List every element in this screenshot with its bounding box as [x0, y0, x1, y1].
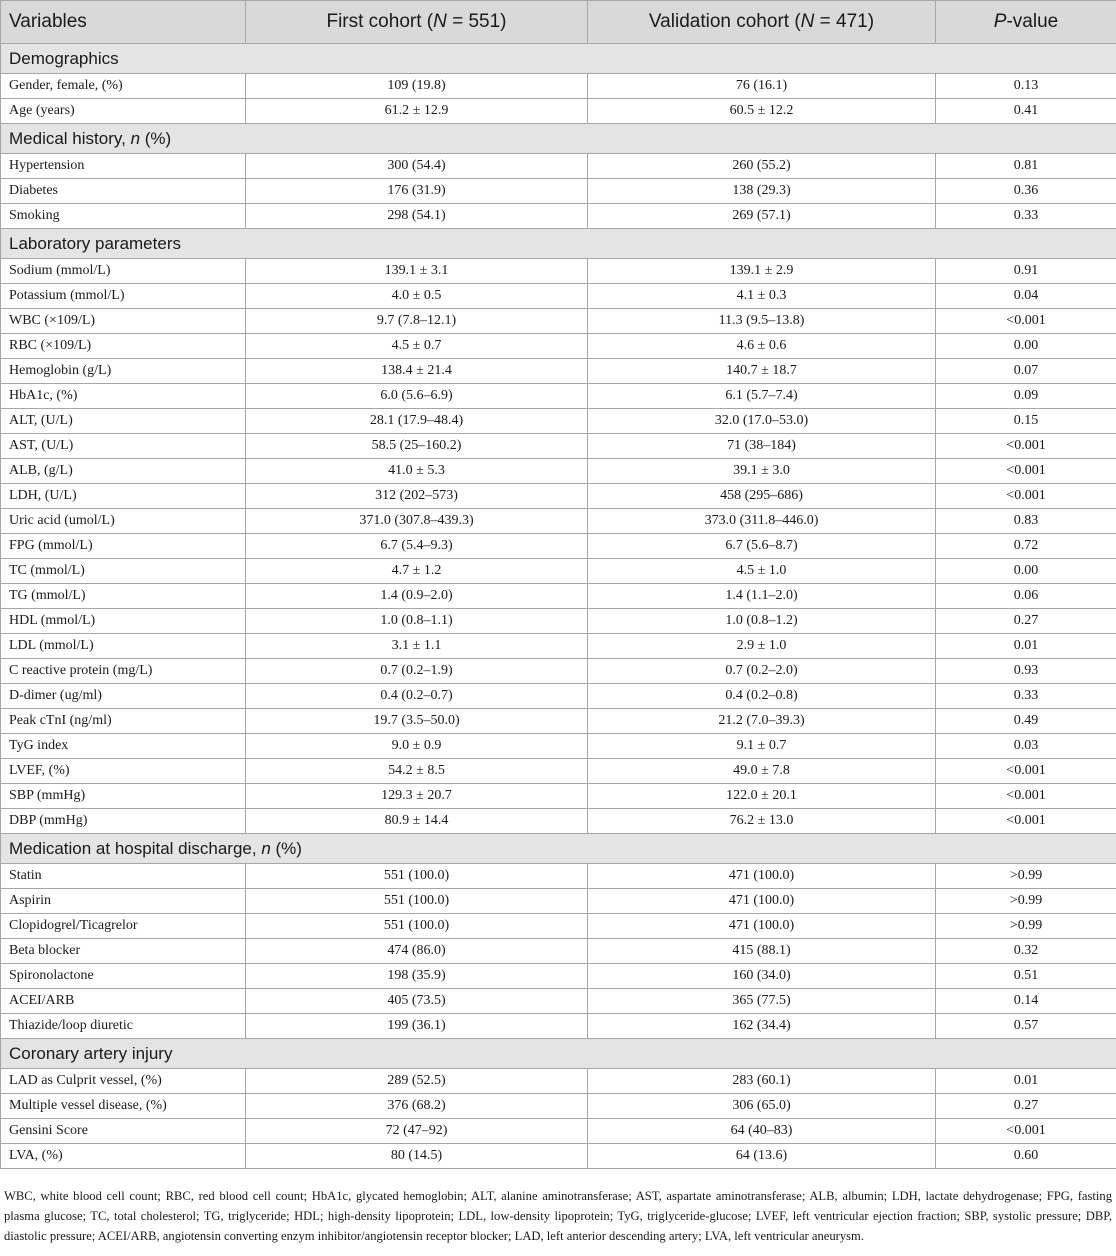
section-title-italic: n	[130, 128, 141, 148]
variable-cell: Gensini Score	[1, 1119, 246, 1144]
first-cohort-cell: 54.2 ± 8.5	[246, 759, 588, 784]
header-p-post: -value	[1006, 11, 1059, 32]
table-header	[1, 1, 1116, 44]
variable-cell: Smoking	[1, 204, 246, 229]
first-cohort-cell: 28.1 (17.9–48.4)	[246, 409, 588, 434]
variable-cell: C reactive protein (mg/L)	[1, 659, 246, 684]
first-cohort-cell: 4.7 ± 1.2	[246, 559, 588, 584]
p-value-cell: <0.001	[936, 484, 1116, 509]
first-cohort-cell: 58.5 (25–160.2)	[246, 434, 588, 459]
table-row	[1, 484, 1116, 509]
variable-cell: Uric acid (umol/L)	[1, 509, 246, 534]
header-p-italic: P	[993, 11, 1007, 32]
validation-cohort-cell: 9.1 ± 0.7	[588, 734, 936, 759]
first-cohort-cell: 312 (202–573)	[246, 484, 588, 509]
p-value-cell: 0.33	[936, 684, 1116, 709]
table-row	[1, 259, 1116, 284]
table-row	[1, 434, 1116, 459]
first-cohort-cell: 109 (19.8)	[246, 74, 588, 99]
table-row	[1, 284, 1116, 309]
section-row	[1, 229, 1116, 259]
variable-cell: DBP (mmHg)	[1, 809, 246, 834]
variable-cell: FPG (mmol/L)	[1, 534, 246, 559]
section-header	[1, 834, 1116, 864]
p-value-cell: 0.00	[936, 559, 1116, 584]
validation-cohort-cell: 1.4 (1.1–2.0)	[588, 584, 936, 609]
validation-cohort-cell: 471 (100.0)	[588, 914, 936, 939]
variable-cell: Clopidogrel/Ticagrelor	[1, 914, 246, 939]
first-cohort-cell: 72 (47–92)	[246, 1119, 588, 1144]
variable-cell: TyG index	[1, 734, 246, 759]
validation-cohort-cell: 21.2 (7.0–39.3)	[588, 709, 936, 734]
variable-cell: WBC (×109/L)	[1, 309, 246, 334]
p-value-cell: 0.81	[936, 154, 1116, 179]
section-row	[1, 834, 1116, 864]
variable-cell: ALT, (U/L)	[1, 409, 246, 434]
section-row	[1, 44, 1116, 74]
header-first-cohort	[246, 1, 588, 44]
p-value-cell: 0.03	[936, 734, 1116, 759]
first-cohort-cell: 139.1 ± 3.1	[246, 259, 588, 284]
section-header	[1, 44, 1116, 74]
first-cohort-cell: 61.2 ± 12.9	[246, 99, 588, 124]
table-row	[1, 1069, 1116, 1094]
table-row	[1, 684, 1116, 709]
p-value-cell: <0.001	[936, 784, 1116, 809]
first-cohort-cell: 289 (52.5)	[246, 1069, 588, 1094]
p-value-cell: 0.07	[936, 359, 1116, 384]
variable-cell: HbA1c, (%)	[1, 384, 246, 409]
p-value-cell: 0.93	[936, 659, 1116, 684]
validation-cohort-cell: 6.1 (5.7–7.4)	[588, 384, 936, 409]
variable-cell: Potassium (mmol/L)	[1, 284, 246, 309]
first-cohort-cell: 4.0 ± 0.5	[246, 284, 588, 309]
p-value-cell: <0.001	[936, 434, 1116, 459]
first-cohort-cell: 6.0 (5.6–6.9)	[246, 384, 588, 409]
header-first-cohort-n: N	[433, 11, 447, 32]
variable-cell: Hemoglobin (g/L)	[1, 359, 246, 384]
table-row	[1, 784, 1116, 809]
table-row	[1, 889, 1116, 914]
first-cohort-cell: 176 (31.9)	[246, 179, 588, 204]
table-row	[1, 204, 1116, 229]
validation-cohort-cell: 76 (16.1)	[588, 74, 936, 99]
variable-cell: SBP (mmHg)	[1, 784, 246, 809]
first-cohort-cell: 405 (73.5)	[246, 989, 588, 1014]
header-row	[1, 1, 1116, 44]
first-cohort-cell: 376 (68.2)	[246, 1094, 588, 1119]
p-value-cell: 0.04	[936, 284, 1116, 309]
header-variables: Variables	[1, 1, 246, 44]
table-row	[1, 709, 1116, 734]
validation-cohort-cell: 6.7 (5.6–8.7)	[588, 534, 936, 559]
variable-cell: LVA, (%)	[1, 1144, 246, 1169]
validation-cohort-cell: 0.4 (0.2–0.8)	[588, 684, 936, 709]
first-cohort-cell: 0.7 (0.2–1.9)	[246, 659, 588, 684]
p-value-cell: <0.001	[936, 309, 1116, 334]
first-cohort-cell: 300 (54.4)	[246, 154, 588, 179]
p-value-cell: <0.001	[936, 1119, 1116, 1144]
table-row	[1, 864, 1116, 889]
table-row	[1, 734, 1116, 759]
p-value-cell: 0.41	[936, 99, 1116, 124]
p-value-cell: 0.27	[936, 609, 1116, 634]
p-value-cell: 0.57	[936, 1014, 1116, 1039]
table-row	[1, 759, 1116, 784]
section-header	[1, 229, 1116, 259]
p-value-cell: >0.99	[936, 914, 1116, 939]
header-validation-cohort-pre: Validation cohort (	[648, 11, 801, 32]
p-value-cell: 0.15	[936, 409, 1116, 434]
header-validation-cohort	[588, 1, 936, 44]
validation-cohort-cell: 138 (29.3)	[588, 179, 936, 204]
table-row	[1, 939, 1116, 964]
validation-cohort-cell: 373.0 (311.8–446.0)	[588, 509, 936, 534]
p-value-cell: <0.001	[936, 809, 1116, 834]
variable-cell: HDL (mmol/L)	[1, 609, 246, 634]
p-value-cell: 0.83	[936, 509, 1116, 534]
variable-cell: Sodium (mmol/L)	[1, 259, 246, 284]
validation-cohort-cell: 140.7 ± 18.7	[588, 359, 936, 384]
table-row	[1, 509, 1116, 534]
section-title-pre: Coronary artery injury	[9, 1043, 173, 1063]
validation-cohort-cell: 260 (55.2)	[588, 154, 936, 179]
p-value-cell: 0.27	[936, 1094, 1116, 1119]
validation-cohort-cell: 64 (13.6)	[588, 1144, 936, 1169]
validation-cohort-cell: 415 (88.1)	[588, 939, 936, 964]
validation-cohort-cell: 139.1 ± 2.9	[588, 259, 936, 284]
variable-cell: Gender, female, (%)	[1, 74, 246, 99]
validation-cohort-cell: 0.7 (0.2–2.0)	[588, 659, 936, 684]
variable-cell: D-dimer (ug/ml)	[1, 684, 246, 709]
first-cohort-cell: 1.4 (0.9–2.0)	[246, 584, 588, 609]
first-cohort-cell: 129.3 ± 20.7	[246, 784, 588, 809]
section-title-post: (%)	[270, 838, 302, 858]
table-row	[1, 584, 1116, 609]
table-row	[1, 459, 1116, 484]
table-row	[1, 1094, 1116, 1119]
first-cohort-cell: 138.4 ± 21.4	[246, 359, 588, 384]
validation-cohort-cell: 471 (100.0)	[588, 889, 936, 914]
table-row	[1, 634, 1116, 659]
table-row	[1, 359, 1116, 384]
section-row	[1, 124, 1116, 154]
validation-cohort-cell: 39.1 ± 3.0	[588, 459, 936, 484]
variable-cell: Statin	[1, 864, 246, 889]
validation-cohort-cell: 2.9 ± 1.0	[588, 634, 936, 659]
variable-cell: Beta blocker	[1, 939, 246, 964]
variable-cell: TC (mmol/L)	[1, 559, 246, 584]
p-value-cell: <0.001	[936, 459, 1116, 484]
section-title-post: (%)	[140, 128, 172, 148]
variable-cell: Hypertension	[1, 154, 246, 179]
first-cohort-cell: 199 (36.1)	[246, 1014, 588, 1039]
table-row	[1, 409, 1116, 434]
first-cohort-cell: 9.0 ± 0.9	[246, 734, 588, 759]
p-value-cell: 0.14	[936, 989, 1116, 1014]
p-value-cell: 0.00	[936, 334, 1116, 359]
first-cohort-cell: 551 (100.0)	[246, 914, 588, 939]
table-row	[1, 609, 1116, 634]
validation-cohort-cell: 306 (65.0)	[588, 1094, 936, 1119]
validation-cohort-cell: 458 (295–686)	[588, 484, 936, 509]
validation-cohort-cell: 60.5 ± 12.2	[588, 99, 936, 124]
p-value-cell: <0.001	[936, 759, 1116, 784]
variable-cell: Thiazide/loop diuretic	[1, 1014, 246, 1039]
table-footnote: WBC, white blood cell count; RBC, red blood cell count; HbA1c, glycated hemoglobin; ALT, alanine aminotransferase; AST, aspartate aminotransferase; ALB, albumin; LDH, lactate dehydrogenase; FPG, fasting plasma glucose; TC, total cholesterol; TG, triglyceride; HDL; high-density lipoprotein; LDL, low-density lipoprotein; TyG, triglyceride-glucose; LVEF, left ventricular ejection fraction; SBP, systolic pressure; DBP, diastolic pressure; ACEI/ARB, angiotensin converting enzym inhibitor/angiotensin receptor blocker; LAD, left anterior descending artery; LVA, left ventricular aneurysm.	[4, 1189, 1112, 1243]
validation-cohort-cell: 269 (57.1)	[588, 204, 936, 229]
validation-cohort-cell: 4.5 ± 1.0	[588, 559, 936, 584]
validation-cohort-cell: 122.0 ± 20.1	[588, 784, 936, 809]
first-cohort-cell: 198 (35.9)	[246, 964, 588, 989]
first-cohort-cell: 9.7 (7.8–12.1)	[246, 309, 588, 334]
first-cohort-cell: 0.4 (0.2–0.7)	[246, 684, 588, 709]
first-cohort-cell: 3.1 ± 1.1	[246, 634, 588, 659]
table-row	[1, 179, 1116, 204]
validation-cohort-cell: 11.3 (9.5–13.8)	[588, 309, 936, 334]
section-title-pre: Medical history,	[9, 128, 131, 148]
validation-cohort-cell: 471 (100.0)	[588, 864, 936, 889]
section-title-pre: Laboratory parameters	[9, 233, 181, 253]
validation-cohort-cell: 71 (38–184)	[588, 434, 936, 459]
first-cohort-cell: 551 (100.0)	[246, 889, 588, 914]
table-row	[1, 1144, 1116, 1169]
section-header	[1, 124, 1116, 154]
validation-cohort-cell: 64 (40–83)	[588, 1119, 936, 1144]
first-cohort-cell: 474 (86.0)	[246, 939, 588, 964]
validation-cohort-cell: 76.2 ± 13.0	[588, 809, 936, 834]
validation-cohort-cell: 32.0 (17.0–53.0)	[588, 409, 936, 434]
table-row	[1, 1119, 1116, 1144]
first-cohort-cell: 551 (100.0)	[246, 864, 588, 889]
table-row	[1, 914, 1116, 939]
variable-cell: Diabetes	[1, 179, 246, 204]
first-cohort-cell: 80.9 ± 14.4	[246, 809, 588, 834]
p-value-cell: 0.06	[936, 584, 1116, 609]
validation-cohort-cell: 162 (34.4)	[588, 1014, 936, 1039]
variable-cell: Aspirin	[1, 889, 246, 914]
p-value-cell: 0.60	[936, 1144, 1116, 1169]
variable-cell: Peak cTnI (ng/ml)	[1, 709, 246, 734]
validation-cohort-cell: 160 (34.0)	[588, 964, 936, 989]
p-value-cell: 0.01	[936, 634, 1116, 659]
p-value-cell: 0.32	[936, 939, 1116, 964]
p-value-cell: 0.72	[936, 534, 1116, 559]
variable-cell: AST, (U/L)	[1, 434, 246, 459]
validation-cohort-cell: 1.0 (0.8–1.2)	[588, 609, 936, 634]
p-value-cell: 0.36	[936, 179, 1116, 204]
section-header	[1, 1039, 1116, 1069]
header-validation-cohort-post: = 471)	[814, 11, 875, 32]
section-title-pre: Medication at hospital discharge,	[9, 838, 262, 858]
p-value-cell: 0.91	[936, 259, 1116, 284]
section-row	[1, 1039, 1116, 1069]
p-value-cell: 0.01	[936, 1069, 1116, 1094]
header-p-value	[936, 1, 1116, 44]
variable-cell: Multiple vessel disease, (%)	[1, 1094, 246, 1119]
first-cohort-cell: 4.5 ± 0.7	[246, 334, 588, 359]
table-row	[1, 1014, 1116, 1039]
table-row	[1, 534, 1116, 559]
p-value-cell: 0.51	[936, 964, 1116, 989]
table-row	[1, 74, 1116, 99]
header-validation-cohort-n: N	[800, 11, 815, 32]
p-value-cell: 0.13	[936, 74, 1116, 99]
p-value-cell: >0.99	[936, 889, 1116, 914]
table-row	[1, 99, 1116, 124]
first-cohort-cell: 41.0 ± 5.3	[246, 459, 588, 484]
variable-cell: Age (years)	[1, 99, 246, 124]
header-first-cohort-post: = 551)	[446, 11, 507, 32]
validation-cohort-cell: 4.1 ± 0.3	[588, 284, 936, 309]
variable-cell: ACEI/ARB	[1, 989, 246, 1014]
variable-cell: LDL (mmol/L)	[1, 634, 246, 659]
first-cohort-cell: 19.7 (3.5–50.0)	[246, 709, 588, 734]
variable-cell: ALB, (g/L)	[1, 459, 246, 484]
table-row	[1, 809, 1116, 834]
table-row	[1, 659, 1116, 684]
header-first-cohort-pre: First cohort (	[326, 11, 434, 32]
table-row	[1, 309, 1116, 334]
section-title-pre: Demographics	[9, 48, 119, 68]
p-value-cell: 0.49	[936, 709, 1116, 734]
section-title-italic: n	[261, 838, 271, 858]
variable-cell: RBC (×109/L)	[1, 334, 246, 359]
validation-cohort-cell: 365 (77.5)	[588, 989, 936, 1014]
table-body	[1, 44, 1116, 1169]
p-value-cell: 0.33	[936, 204, 1116, 229]
first-cohort-cell: 1.0 (0.8–1.1)	[246, 609, 588, 634]
table-row	[1, 384, 1116, 409]
first-cohort-cell: 80 (14.5)	[246, 1144, 588, 1169]
variable-cell: LDH, (U/L)	[1, 484, 246, 509]
validation-cohort-cell: 4.6 ± 0.6	[588, 334, 936, 359]
table-row	[1, 964, 1116, 989]
table-row	[1, 559, 1116, 584]
variable-cell: LAD as Culprit vessel, (%)	[1, 1069, 246, 1094]
variable-cell: Spironolactone	[1, 964, 246, 989]
table-row	[1, 334, 1116, 359]
first-cohort-cell: 371.0 (307.8–439.3)	[246, 509, 588, 534]
validation-cohort-cell: 49.0 ± 7.8	[588, 759, 936, 784]
validation-cohort-cell: 283 (60.1)	[588, 1069, 936, 1094]
p-value-cell: 0.09	[936, 384, 1116, 409]
variable-cell: LVEF, (%)	[1, 759, 246, 784]
variable-cell: TG (mmol/L)	[1, 584, 246, 609]
first-cohort-cell: 6.7 (5.4–9.3)	[246, 534, 588, 559]
first-cohort-cell: 298 (54.1)	[246, 204, 588, 229]
p-value-cell: >0.99	[936, 864, 1116, 889]
table-row	[1, 154, 1116, 179]
table-row	[1, 989, 1116, 1014]
